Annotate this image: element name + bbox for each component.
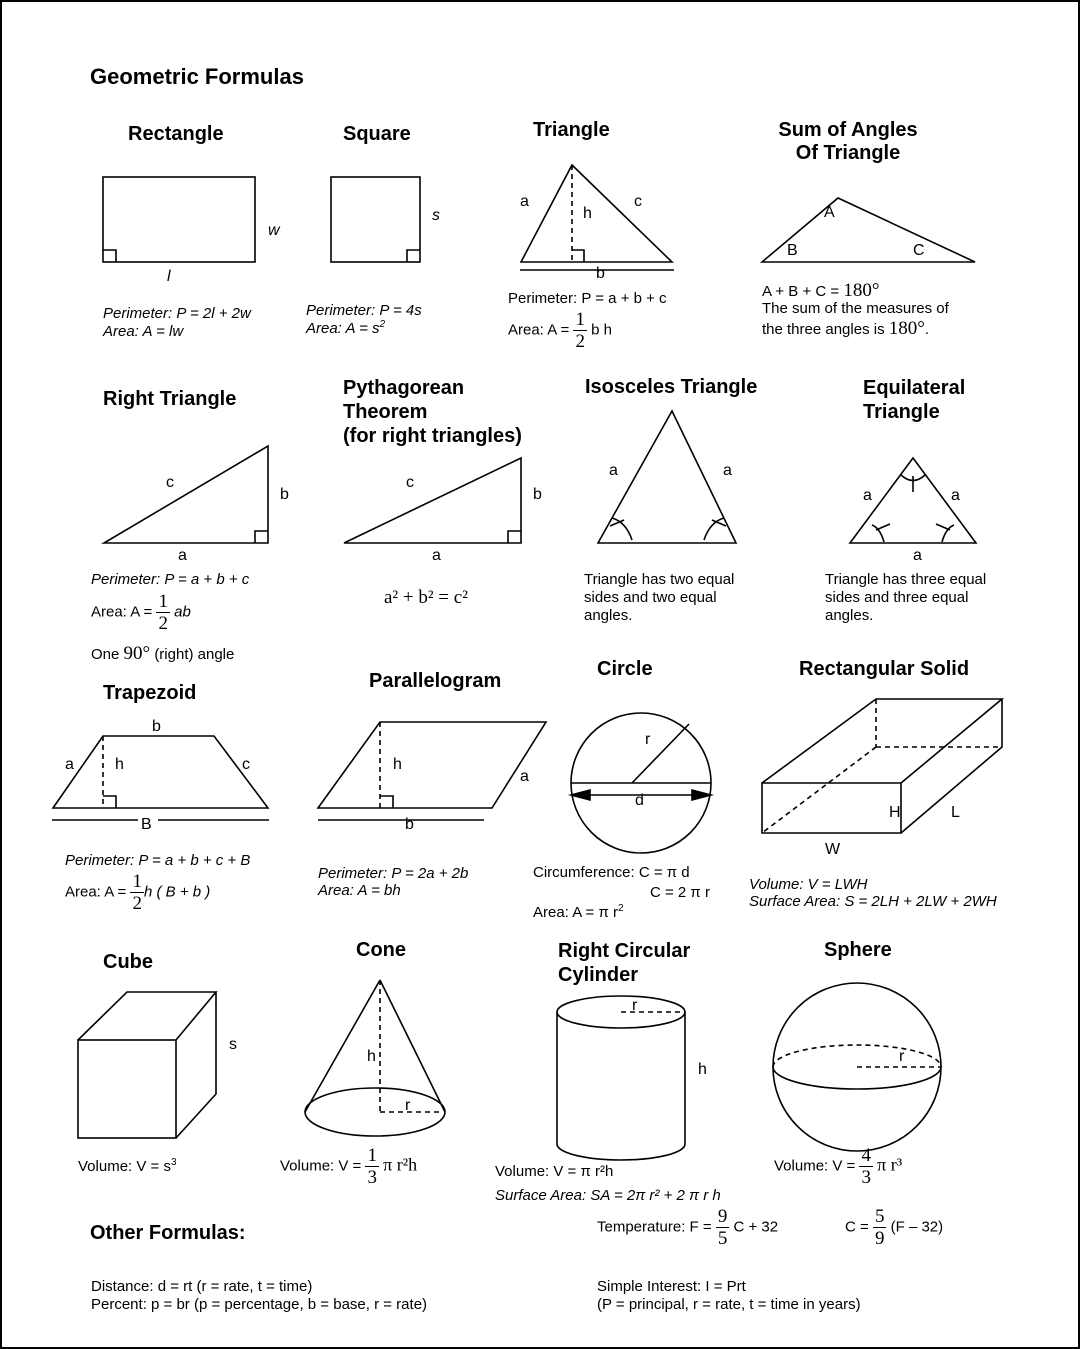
trapezoid-side-a: a bbox=[65, 756, 74, 773]
parallelogram-figure bbox=[318, 722, 546, 820]
rect-solid-height-H: H bbox=[889, 804, 901, 821]
cylinder-figure bbox=[557, 996, 685, 1160]
triangle-height-h: h bbox=[583, 205, 592, 222]
cube-side-s: s bbox=[229, 1036, 237, 1053]
right-triangle-side-b: b bbox=[280, 486, 289, 503]
isosceles-title: Isosceles Triangle bbox=[585, 376, 758, 398]
pythagorean-side-b: b bbox=[533, 486, 542, 503]
isosceles-side-left: a bbox=[609, 462, 618, 479]
isosceles-figure bbox=[598, 411, 736, 543]
isosceles-side-right: a bbox=[723, 462, 732, 479]
square-figure bbox=[331, 177, 420, 262]
circle-figure bbox=[571, 713, 711, 853]
equilateral-title: Equilateral Triangle bbox=[863, 377, 966, 423]
temperature-c-formula: C = $\frac{5}{9}$ (F – 32) bbox=[845, 1206, 944, 1249]
square-perimeter: Perimeter: P = 4s bbox=[306, 302, 422, 319]
right-triangle-side-a: a bbox=[178, 547, 187, 564]
pythagorean-formula: a² + b² = c² bbox=[384, 587, 468, 608]
trapezoid-top-b: b bbox=[152, 718, 161, 735]
sphere-radius-r: r bbox=[899, 1048, 905, 1065]
cylinder-surface: Surface Area: SA = 2π r² + 2 π r h bbox=[495, 1187, 721, 1204]
rect-solid-volume: Volume: V = LWH bbox=[749, 876, 868, 893]
sphere-title: Sphere bbox=[824, 939, 892, 961]
sum-angles-text-1: The sum of the measures of bbox=[762, 300, 949, 317]
equilateral-side-right: a bbox=[951, 487, 960, 504]
sphere-figure bbox=[773, 983, 941, 1151]
cube-title: Cube bbox=[103, 951, 153, 973]
rect-solid-surface: Surface Area: S = 2LH + 2LW + 2WH bbox=[749, 893, 997, 910]
triangle-side-c: c bbox=[634, 193, 642, 210]
square-area: Area: $A = s^2$ bbox=[306, 319, 386, 337]
sum-angles-text-2: the three angles is 180°. bbox=[762, 318, 930, 339]
right-triangle-angle-note: One 90° (right) angle bbox=[91, 643, 235, 664]
rectangle-area: Area: A = lw bbox=[103, 323, 184, 340]
cylinder-height-h: h bbox=[698, 1061, 707, 1078]
rectangle-length-label: l bbox=[167, 268, 171, 285]
pythagorean-side-a: a bbox=[432, 547, 441, 564]
cone-height-h: h bbox=[367, 1048, 376, 1065]
pythagorean-figure bbox=[344, 458, 521, 543]
rect-solid-title: Rectangular Solid bbox=[799, 658, 970, 680]
sum-angles-vertex-b: B bbox=[787, 242, 798, 259]
right-triangle-area: Area: A = $\frac{1}{2}$ ab bbox=[91, 591, 191, 634]
trapezoid-perimeter: Perimeter: P = a + b + c + B bbox=[65, 852, 251, 869]
percent-formula: Percent: p = br (p = percentage, b = base, r = rate) bbox=[91, 1296, 428, 1313]
circle-area: Area: A = π $r^2$ bbox=[533, 903, 624, 921]
temperature-f-formula: Temperature: F = $\frac{9}{5}$ C + 32 bbox=[597, 1206, 779, 1249]
rectangle-figure bbox=[103, 177, 255, 262]
cone-volume: Volume: V = $\frac{1}{3}$ π r²h bbox=[280, 1145, 418, 1188]
circle-circumference-1: Circumference: C = π d bbox=[533, 864, 690, 881]
parallelogram-base-b: b bbox=[405, 816, 414, 833]
cylinder-radius-r: r bbox=[632, 997, 638, 1014]
trapezoid-base-B: B bbox=[141, 816, 152, 833]
rect-solid-figure bbox=[762, 699, 1002, 833]
rectangle-title: Rectangle bbox=[128, 123, 224, 145]
right-triangle-title: Right Triangle bbox=[103, 388, 237, 410]
square-side-label: s bbox=[432, 207, 440, 224]
right-triangle-side-c: c bbox=[166, 474, 174, 491]
parallelogram-side-a: a bbox=[520, 768, 529, 785]
circle-circumference-2: C = 2 π r bbox=[650, 884, 710, 901]
sum-angles-title: Sum of Angles Of Triangle bbox=[778, 119, 918, 164]
pythagorean-title: Pythagorean Theorem (for right triangles) bbox=[343, 377, 522, 447]
triangle-area: Area: A = $\frac{1}{2}$ b h bbox=[508, 309, 612, 352]
cube-figure bbox=[78, 992, 216, 1138]
parallelogram-perimeter: Perimeter: P = 2a + 2b bbox=[318, 865, 469, 882]
cylinder-volume: Volume: V = π r²h bbox=[495, 1163, 614, 1180]
interest-formula: Simple Interest: I = Prt bbox=[597, 1278, 746, 1295]
triangle-base-b: b bbox=[596, 265, 605, 282]
trapezoid-height-h: h bbox=[115, 756, 124, 773]
circle-diameter-d: d bbox=[635, 792, 644, 809]
circle-radius-r: r bbox=[645, 731, 651, 748]
square-title: Square bbox=[343, 123, 411, 145]
rect-solid-width-W: W bbox=[825, 841, 841, 858]
page-title: Geometric Formulas bbox=[90, 64, 304, 89]
trapezoid-title: Trapezoid bbox=[103, 682, 197, 704]
rectangle-perimeter: Perimeter: P = 2l + 2w bbox=[103, 305, 251, 322]
pythagorean-side-c: c bbox=[406, 474, 414, 491]
right-triangle-perimeter: Perimeter: P = a + b + c bbox=[91, 571, 250, 588]
parallelogram-area: Area: A = bh bbox=[318, 882, 401, 899]
rect-solid-length-L: L bbox=[951, 804, 960, 821]
sphere-volume: Volume: V = $\frac{4}{3}$ π r³ bbox=[774, 1145, 903, 1188]
triangle-figure bbox=[520, 165, 674, 270]
equilateral-side-left: a bbox=[863, 487, 872, 504]
isosceles-description: Triangle has two equal sides and two equal angles. bbox=[584, 571, 735, 624]
triangle-side-a: a bbox=[520, 193, 529, 210]
parallelogram-height-h: h bbox=[393, 756, 402, 773]
cylinder-title: Right Circular Cylinder bbox=[558, 940, 691, 986]
sum-angles-vertex-c: C bbox=[913, 242, 925, 259]
other-formulas-title: Other Formulas: bbox=[90, 1222, 246, 1244]
cube-volume: Volume: $V = s^3$ bbox=[78, 1157, 177, 1175]
interest-note: (P = principal, r = rate, t = time in years) bbox=[597, 1296, 861, 1313]
cone-title: Cone bbox=[356, 939, 406, 961]
equilateral-side-bottom: a bbox=[913, 547, 922, 564]
rectangle-width-label: w bbox=[268, 222, 280, 239]
trapezoid-side-c: c bbox=[242, 756, 250, 773]
triangle-perimeter: Perimeter: P = a + b + c bbox=[508, 290, 667, 307]
sum-angles-formula: A + B + C = 180° bbox=[762, 280, 880, 301]
cone-radius-r: r bbox=[405, 1097, 411, 1114]
triangle-title: Triangle bbox=[533, 119, 610, 141]
trapezoid-area: Area: A = $\frac{1}{2}$ h ( B + b ) bbox=[65, 871, 211, 914]
parallelogram-title: Parallelogram bbox=[369, 670, 502, 692]
sum-angles-vertex-a: A bbox=[824, 204, 835, 221]
trapezoid-figure bbox=[52, 736, 269, 820]
circle-title: Circle bbox=[597, 658, 653, 680]
distance-formula: Distance: d = rt (r = rate, t = time) bbox=[91, 1278, 313, 1295]
equilateral-description: Triangle has three equal sides and three equal angles. bbox=[825, 571, 987, 624]
right-triangle-figure bbox=[104, 446, 268, 543]
